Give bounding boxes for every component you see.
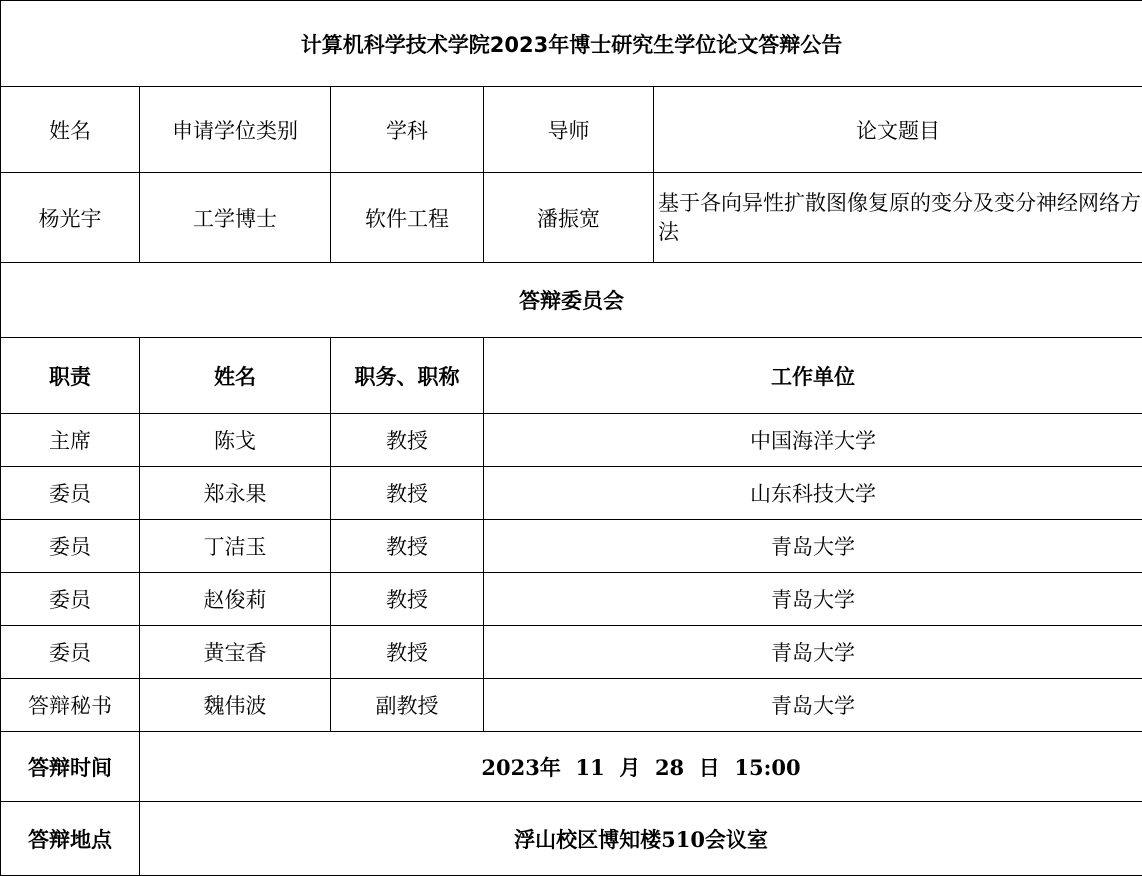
committee-role: 委员: [1, 520, 140, 573]
candidate-header-row: [1, 87, 1142, 173]
committee-role: 主席: [1, 414, 140, 467]
committee-name: 魏伟波: [140, 679, 331, 732]
candidate-discipline: 软件工程: [331, 173, 484, 263]
committee-header-row: [1, 338, 1142, 414]
committee-name: 丁洁玉: [140, 520, 331, 573]
table-row: [1, 414, 1142, 467]
committee-header-affiliation: 工作单位: [484, 338, 1142, 414]
defense-time-row: [1, 732, 1142, 802]
committee-header-role: 职责: [1, 338, 140, 414]
committee-role: 答辩秘书: [1, 679, 140, 732]
committee-position: 教授: [331, 626, 484, 679]
committee-name: 赵俊莉: [140, 573, 331, 626]
page-title: 计算机科学技术学院2023年博士研究生学位论文答辩公告: [1, 1, 1142, 87]
committee-title-row: [1, 263, 1142, 338]
defense-location-value: 浮山校区博知楼510会议室: [140, 802, 1142, 876]
table-row: [1, 520, 1142, 573]
defense-location-row: [1, 802, 1142, 876]
committee-affiliation: 山东科技大学: [484, 467, 1142, 520]
committee-affiliation: 青岛大学: [484, 520, 1142, 573]
candidate-thesis-title: 基于各向异性扩散图像复原的变分及变分神经网络方法: [654, 173, 1142, 263]
header-thesis-title: 论文题目: [654, 87, 1142, 173]
defense-time-label: 答辩时间: [1, 732, 140, 802]
candidate-name: 杨光宇: [1, 173, 140, 263]
committee-position: 教授: [331, 520, 484, 573]
committee-position: 副教授: [331, 679, 484, 732]
defense-time-value: 2023年 11 月 28 日 15:00: [140, 732, 1142, 802]
candidate-supervisor: 潘振宽: [484, 173, 654, 263]
committee-name: 郑永果: [140, 467, 331, 520]
candidate-row: [1, 173, 1142, 263]
header-discipline: 学科: [331, 87, 484, 173]
committee-header-name: 姓名: [140, 338, 331, 414]
candidate-degree-type: 工学博士: [140, 173, 331, 263]
title-row: [1, 1, 1142, 87]
committee-header-position: 职务、职称: [331, 338, 484, 414]
committee-role: 委员: [1, 573, 140, 626]
committee-name: 黄宝香: [140, 626, 331, 679]
table-row: [1, 626, 1142, 679]
committee-affiliation: 青岛大学: [484, 679, 1142, 732]
committee-affiliation: 青岛大学: [484, 573, 1142, 626]
committee-affiliation: 中国海洋大学: [484, 414, 1142, 467]
table-row: [1, 679, 1142, 732]
committee-role: 委员: [1, 467, 140, 520]
table-row: [1, 467, 1142, 520]
committee-position: 教授: [331, 573, 484, 626]
header-supervisor: 导师: [484, 87, 654, 173]
defense-location-label: 答辩地点: [1, 802, 140, 876]
committee-name: 陈戈: [140, 414, 331, 467]
header-name: 姓名: [1, 87, 140, 173]
header-degree-type: 申请学位类别: [140, 87, 331, 173]
table-row: [1, 573, 1142, 626]
committee-role: 委员: [1, 626, 140, 679]
committee-position: 教授: [331, 414, 484, 467]
committee-affiliation: 青岛大学: [484, 626, 1142, 679]
committee-title: 答辩委员会: [1, 263, 1142, 338]
committee-position: 教授: [331, 467, 484, 520]
